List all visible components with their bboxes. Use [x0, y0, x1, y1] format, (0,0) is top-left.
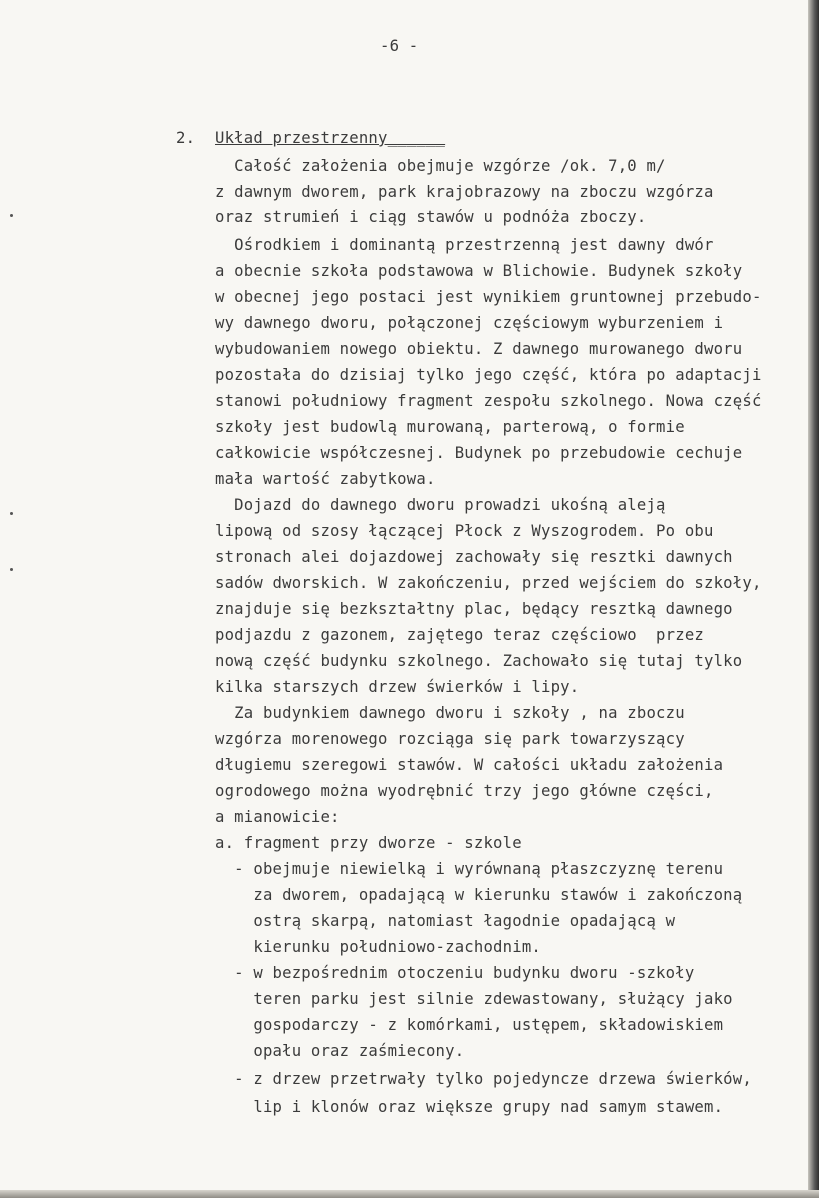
text-line: a obecnie szkoła podstawowa w Blichowie. Budynek szkoły: [215, 262, 743, 280]
page-bottom-edge: [0, 1190, 819, 1198]
text-line: a mianowicie:: [215, 808, 340, 826]
text-line: znajduje się bezkształtny plac, będący resztką dawnego: [215, 600, 733, 618]
text-line: mała wartość zabytkowa.: [215, 470, 436, 488]
text-line: z dawnym dworem, park krajobrazowy na zboczu wzgórza: [215, 183, 714, 201]
text-line: kierunku południowo-zachodnim.: [215, 938, 541, 956]
text-line: gospodarczy - z komórkami, ustępem, składowiskiem: [215, 1016, 724, 1034]
text-line: stronach alei dojazdowej zachowały się resztki dawnych: [215, 548, 733, 566]
text-line: wzgórza morenowego rozciąga się park towarzyszący: [215, 730, 685, 748]
text-line: - obejmuje niewielką i wyrównaną płaszczyznę terenu: [215, 860, 724, 878]
text-line: wy dawnego dworu, połączonej częściowym wyburzeniem i: [215, 314, 724, 332]
text-line: ogrodowego można wyodrębnić trzy jego główne części,: [215, 782, 714, 800]
text-line: Ośrodkiem i dominantą przestrzenną jest dawny dwór: [215, 236, 714, 254]
text-line: podjazdu z gazonem, zajętego teraz częściowo przez: [215, 626, 704, 644]
text-line: całkowicie współczesnej. Budynek po przebudowie cechuje: [215, 444, 743, 462]
text-line: lip i klonów oraz większe grupy nad samym stawem.: [215, 1098, 724, 1116]
text-line: Dojazd do dawnego dworu prowadzi ukośną aleją: [215, 496, 666, 514]
text-line: Całość założenia obejmuje wzgórze /ok. 7,0 m/: [215, 157, 666, 175]
text-line: - w bezpośrednim otoczeniu budynku dworu -szkoły: [215, 964, 695, 982]
section-number: 2.: [176, 129, 196, 147]
text-line: pozostała do dzisiaj tylko jego część, która po adaptacji: [215, 366, 762, 384]
text-line: szkoły jest budowlą murowaną, parterową, o formie: [215, 418, 685, 436]
text-line: stanowi południowy fragment zespołu szkolnego. Nowa część: [215, 392, 762, 410]
page-number: -6 -: [380, 37, 419, 55]
text-line: w obecnej jego postaci jest wynikiem gruntownej przebudo-: [215, 288, 762, 306]
text-line: nową część budynku szkolnego. Zachowało się tutaj tylko: [215, 652, 743, 670]
text-line: ostrą skarpą, natomiast łagodnie opadającą w: [215, 912, 676, 930]
margin-dot: [10, 512, 13, 515]
text-line: lipową od szosy łączącej Płock z Wyszogrodem. Po obu: [215, 522, 714, 540]
text-line: a. fragment przy dworze - szkole: [215, 834, 522, 852]
text-line: teren parku jest silnie zdewastowany, służący jako: [215, 990, 733, 1008]
text-line: wybudowaniem nowego obiektu. Z dawnego murowanego dworu: [215, 340, 743, 358]
section-title: Układ przestrzenny______: [215, 129, 446, 147]
page-edge-shadow: [808, 0, 819, 1198]
text-line: za dworem, opadającą w kierunku stawów i zakończoną: [215, 886, 743, 904]
text-line: sadów dworskich. W zakończeniu, przed wejściem do szkoły,: [215, 574, 762, 592]
text-line: oraz strumień i ciąg stawów u podnóża zboczy.: [215, 208, 647, 226]
text-line: opału oraz zaśmiecony.: [215, 1042, 465, 1060]
text-line: długiemu szeregowi stawów. W całości układu założenia: [215, 756, 724, 774]
text-line: kilka starszych drzew świerków i lipy.: [215, 678, 580, 696]
margin-dot: [10, 568, 13, 571]
text-line: Za budynkiem dawnego dworu i szkoły , na zboczu: [215, 704, 685, 722]
text-line: - z drzew przetrwały tylko pojedyncze drzewa świerków,: [215, 1070, 752, 1088]
margin-dot: [10, 214, 13, 217]
